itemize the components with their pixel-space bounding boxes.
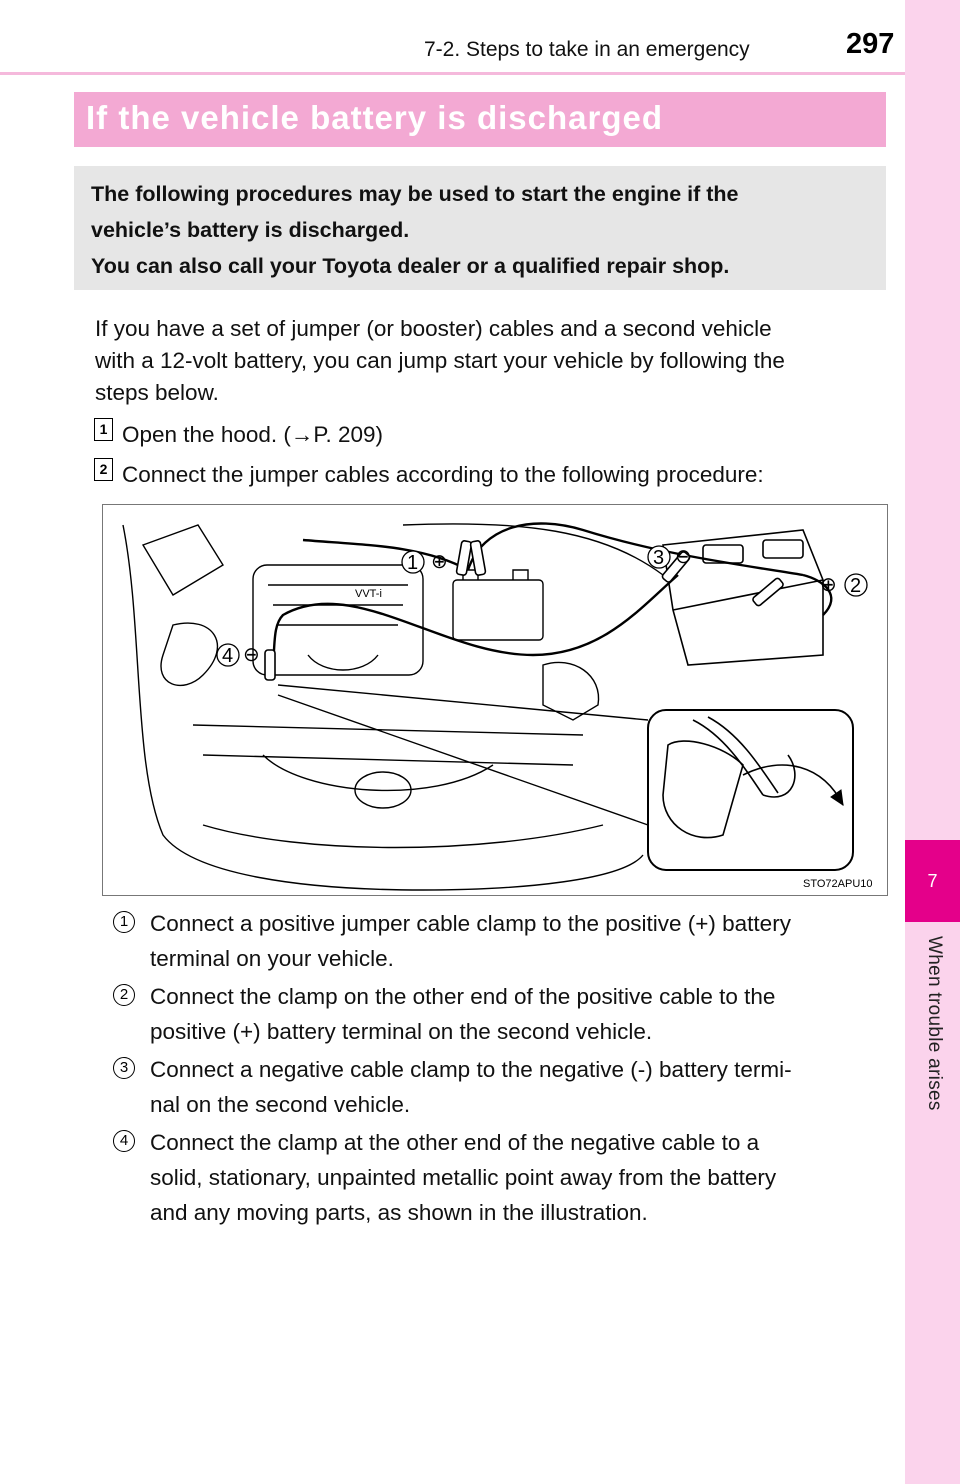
intro-line-2: vehicle’s battery is discharged. — [91, 218, 410, 242]
page-number: 297 — [846, 28, 895, 60]
step-text-2: Connect the jumper cables according to the following procedure: — [122, 462, 764, 487]
callout-1: 1 — [407, 552, 419, 574]
svg-text:⊕: ⊕ — [431, 551, 448, 573]
svg-text:⊕: ⊕ — [820, 574, 837, 596]
chapter-number: 7 — [905, 840, 960, 922]
callout-4: 4 — [222, 645, 234, 667]
callout-2: 2 — [850, 575, 862, 597]
figure-code: STO72APU10 — [803, 878, 873, 890]
sub-step-3-line-2: nal on the second vehicle. — [150, 1092, 411, 1117]
jump-start-illustration — [102, 504, 888, 896]
intro-line-3: You can also call your Toyota dealer or a qualified repair shop. — [91, 254, 730, 278]
body-line-1: If you have a set of jumper (or booster) cables and a second vehicle — [95, 316, 772, 341]
step-badge-2: 2 — [94, 458, 113, 481]
step-badge-1: 1 — [94, 418, 113, 441]
section-title-bar — [74, 92, 886, 147]
sub-step-2-line-2: positive (+) battery terminal on the second vehicle. — [150, 1019, 653, 1044]
sub-step-number-4: 4 — [113, 1130, 135, 1152]
sub-step-1-line-1: Connect a positive jumper cable clamp to the positive (+) battery — [150, 911, 791, 936]
section-path: 7-2. Steps to take in an emergency — [424, 38, 750, 61]
sub-step-4-line-3: and any moving parts, as shown in the illustration. — [150, 1200, 648, 1225]
sub-step-3-line-1: Connect a negative cable clamp to the negative (-) battery termi- — [150, 1057, 792, 1082]
sub-step-number-3: 3 — [113, 1057, 135, 1079]
callout-3: 3 — [653, 547, 665, 569]
engine-mark: VVT-i — [355, 588, 382, 600]
body-line-3: steps below. — [95, 380, 219, 405]
sub-step-number-2: 2 — [113, 984, 135, 1006]
sub-step-number-1: 1 — [113, 911, 135, 933]
chapter-label: When trouble arises — [924, 936, 945, 1111]
sub-step-4-line-2: solid, stationary, unpainted metallic point away from the battery — [150, 1165, 777, 1190]
svg-text:⊖: ⊖ — [675, 546, 692, 568]
engine-bay-drawing — [103, 505, 887, 895]
step-text-1: Open the hood. (→P. 209) — [122, 422, 384, 447]
body-line-2: with a 12-volt battery, you can jump start your vehicle by following the — [95, 348, 785, 373]
section-title: If the vehicle battery is discharged — [86, 99, 664, 136]
svg-text:⊖: ⊖ — [243, 644, 260, 666]
intro-line-1: The following procedures may be used to start the engine if the — [91, 182, 739, 206]
sub-step-1-line-2: terminal on your vehicle. — [150, 946, 394, 971]
intro-box — [74, 166, 886, 290]
header-divider — [0, 72, 905, 75]
sub-step-2-line-1: Connect the clamp on the other end of the positive cable to the — [150, 984, 776, 1009]
sub-step-4-line-1: Connect the clamp at the other end of the negative cable to a — [150, 1130, 760, 1155]
chapter-side-tab — [905, 0, 960, 1484]
